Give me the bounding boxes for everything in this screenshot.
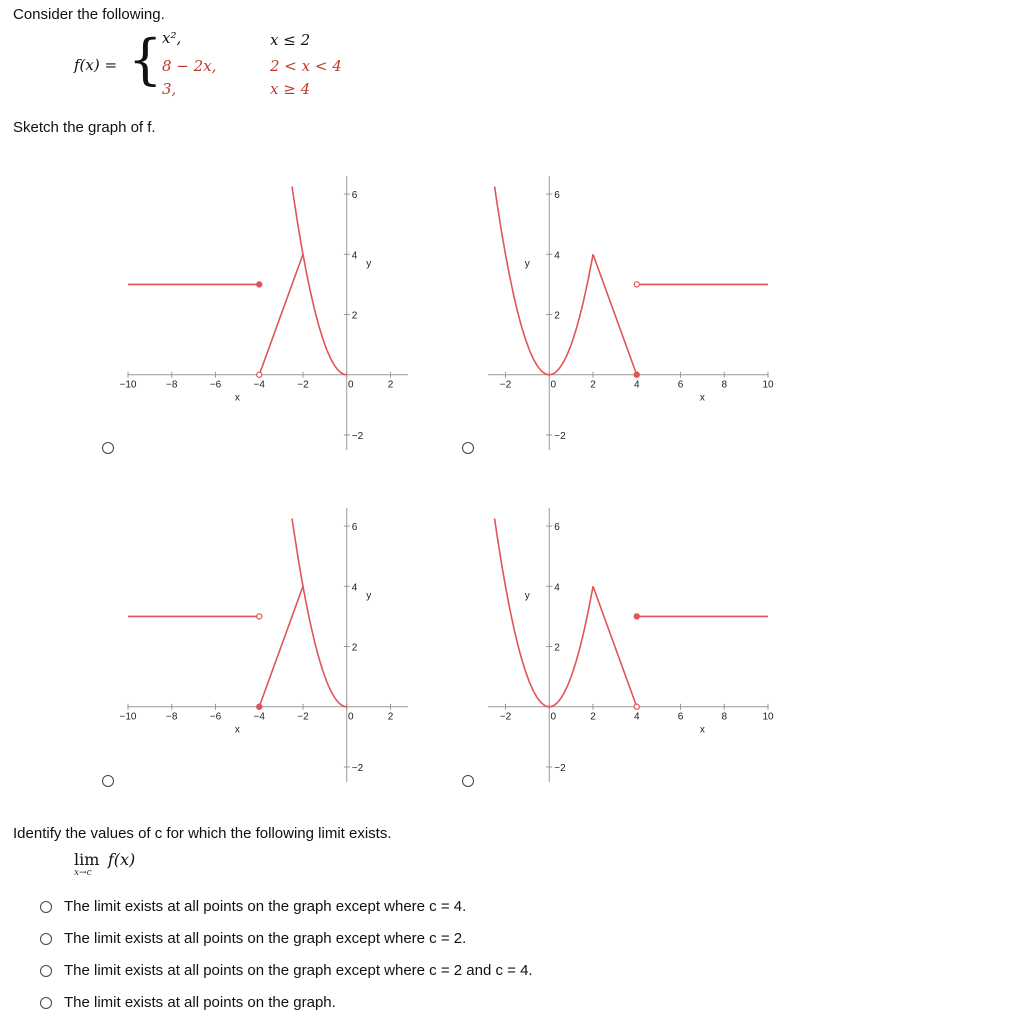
option-1[interactable] [40,898,466,915]
x-tick-label: 10 [762,711,774,723]
x-tick-label: 2 [590,711,596,723]
piece-2-cond: 2 < x < 4 [270,57,342,75]
curve-segment [259,586,303,706]
y-tick-label: 6 [554,522,560,534]
x-tick-label: 10 [762,379,774,391]
x-tick-label: 6 [677,379,684,391]
y-tick-label: 4 [554,250,560,262]
curve-segment [495,187,593,375]
x-tick-label: 2 [387,379,394,391]
x-tick-label: −2 [297,711,309,723]
x-tick-label: −8 [166,379,178,391]
piece-3-expr: 3, [162,80,177,98]
graph-1-radio[interactable] [102,442,114,454]
x-axis-label: x [234,392,240,404]
closed-point [257,704,262,709]
x-tick-label: 0 [347,711,354,723]
graph-2-radio[interactable] [462,442,474,454]
y-tick-label: 4 [351,582,358,594]
piece-2-expr: 8 − 2x, [162,57,217,75]
x-tick-label: 0 [550,711,557,723]
option-2[interactable] [40,930,466,947]
y-tick-label: −2 [351,430,364,442]
x-tick-label: −4 [253,379,265,391]
y-tick-label: −2 [554,762,566,774]
option-4-label: The limit exists at all points on the graph. [64,994,336,1011]
y-axis-label: y [366,258,372,270]
y-axis-label: y [524,258,530,270]
graph-option-4 [478,500,778,790]
x-tick-label: −4 [253,711,265,723]
piece-1-cond: x ≤ 2 [270,31,311,49]
graph-4-radio[interactable] [462,775,474,787]
y-tick-label: −2 [351,762,364,774]
x-tick-label: −10 [119,711,137,723]
y-tick-label: 4 [351,250,358,262]
curve-segment [292,519,347,707]
y-tick-label: 6 [554,190,560,202]
x-tick-label: 0 [347,379,354,391]
x-tick-label: −2 [499,379,512,391]
x-tick-label: −8 [166,711,178,723]
limit-subscript: x→c [74,868,92,878]
limit-lim: lim [74,850,100,869]
curve-segment [259,254,303,374]
curve-segment [593,586,637,706]
intro-text: Consider the following. [13,6,165,23]
y-tick-label: 2 [351,310,358,322]
option-1-label: The limit exists at all points on the graph except where c = 4. [64,898,467,915]
x-tick-label: −6 [209,711,222,723]
piece-1-expr: x², [162,29,182,47]
curve-segment [292,187,347,375]
x-tick-label: −10 [119,379,137,391]
x-tick-label: 6 [677,711,684,723]
y-tick-label: 6 [351,190,358,202]
x-tick-label: 4 [633,711,640,723]
y-tick-label: 2 [554,310,560,322]
graph-option-1 [118,168,418,458]
y-tick-label: 2 [554,642,560,654]
y-tick-label: 4 [554,582,560,594]
x-tick-label: 0 [550,379,557,391]
limit-question: Identify the values of c for which the following limit exists. [13,825,392,842]
sketch-question: Sketch the graph of f. [13,119,156,136]
open-point [634,282,639,287]
y-axis-label: y [524,590,530,602]
option-3-label: The limit exists at all points on the graph except where c = 2 and c = 4. [64,962,533,979]
function-lhs: f(x) = [74,56,118,74]
x-tick-label: 4 [633,379,640,391]
open-point [257,614,262,619]
x-tick-label: 8 [721,379,728,391]
option-2-label: The limit exists at all points on the graph except where c = 2. [64,930,467,947]
open-point [634,704,639,709]
y-tick-label: −2 [554,430,566,442]
open-point [257,372,262,377]
option-4-radio[interactable] [40,997,52,1009]
graph-option-2 [478,168,778,458]
x-axis-label: x [699,392,705,404]
x-tick-label: −2 [297,379,309,391]
brace-icon: { [128,28,163,91]
option-3[interactable] [40,962,533,979]
x-tick-label: −2 [499,711,512,723]
curve-segment [593,254,637,374]
option-1-radio[interactable] [40,901,52,913]
y-tick-label: 6 [351,522,358,534]
option-3-radio[interactable] [40,965,52,977]
y-axis-label: y [366,590,372,602]
piece-3-cond: x ≥ 4 [270,80,311,98]
graph-3-radio[interactable] [102,775,114,787]
x-axis-label: x [699,724,705,736]
limit-expression [74,850,135,878]
curve-segment [495,519,593,707]
x-tick-label: −6 [209,379,222,391]
piecewise-function [74,26,374,102]
y-tick-label: 2 [351,642,358,654]
x-tick-label: 8 [721,711,728,723]
graph-option-3 [118,500,418,790]
x-tick-label: 2 [387,711,394,723]
limit-expr: f(x) [107,850,136,869]
x-tick-label: 2 [590,379,596,391]
closed-point [634,614,639,619]
option-4[interactable] [40,994,336,1011]
x-axis-label: x [234,724,240,736]
closed-point [257,282,262,287]
option-2-radio[interactable] [40,933,52,945]
closed-point [634,372,639,377]
